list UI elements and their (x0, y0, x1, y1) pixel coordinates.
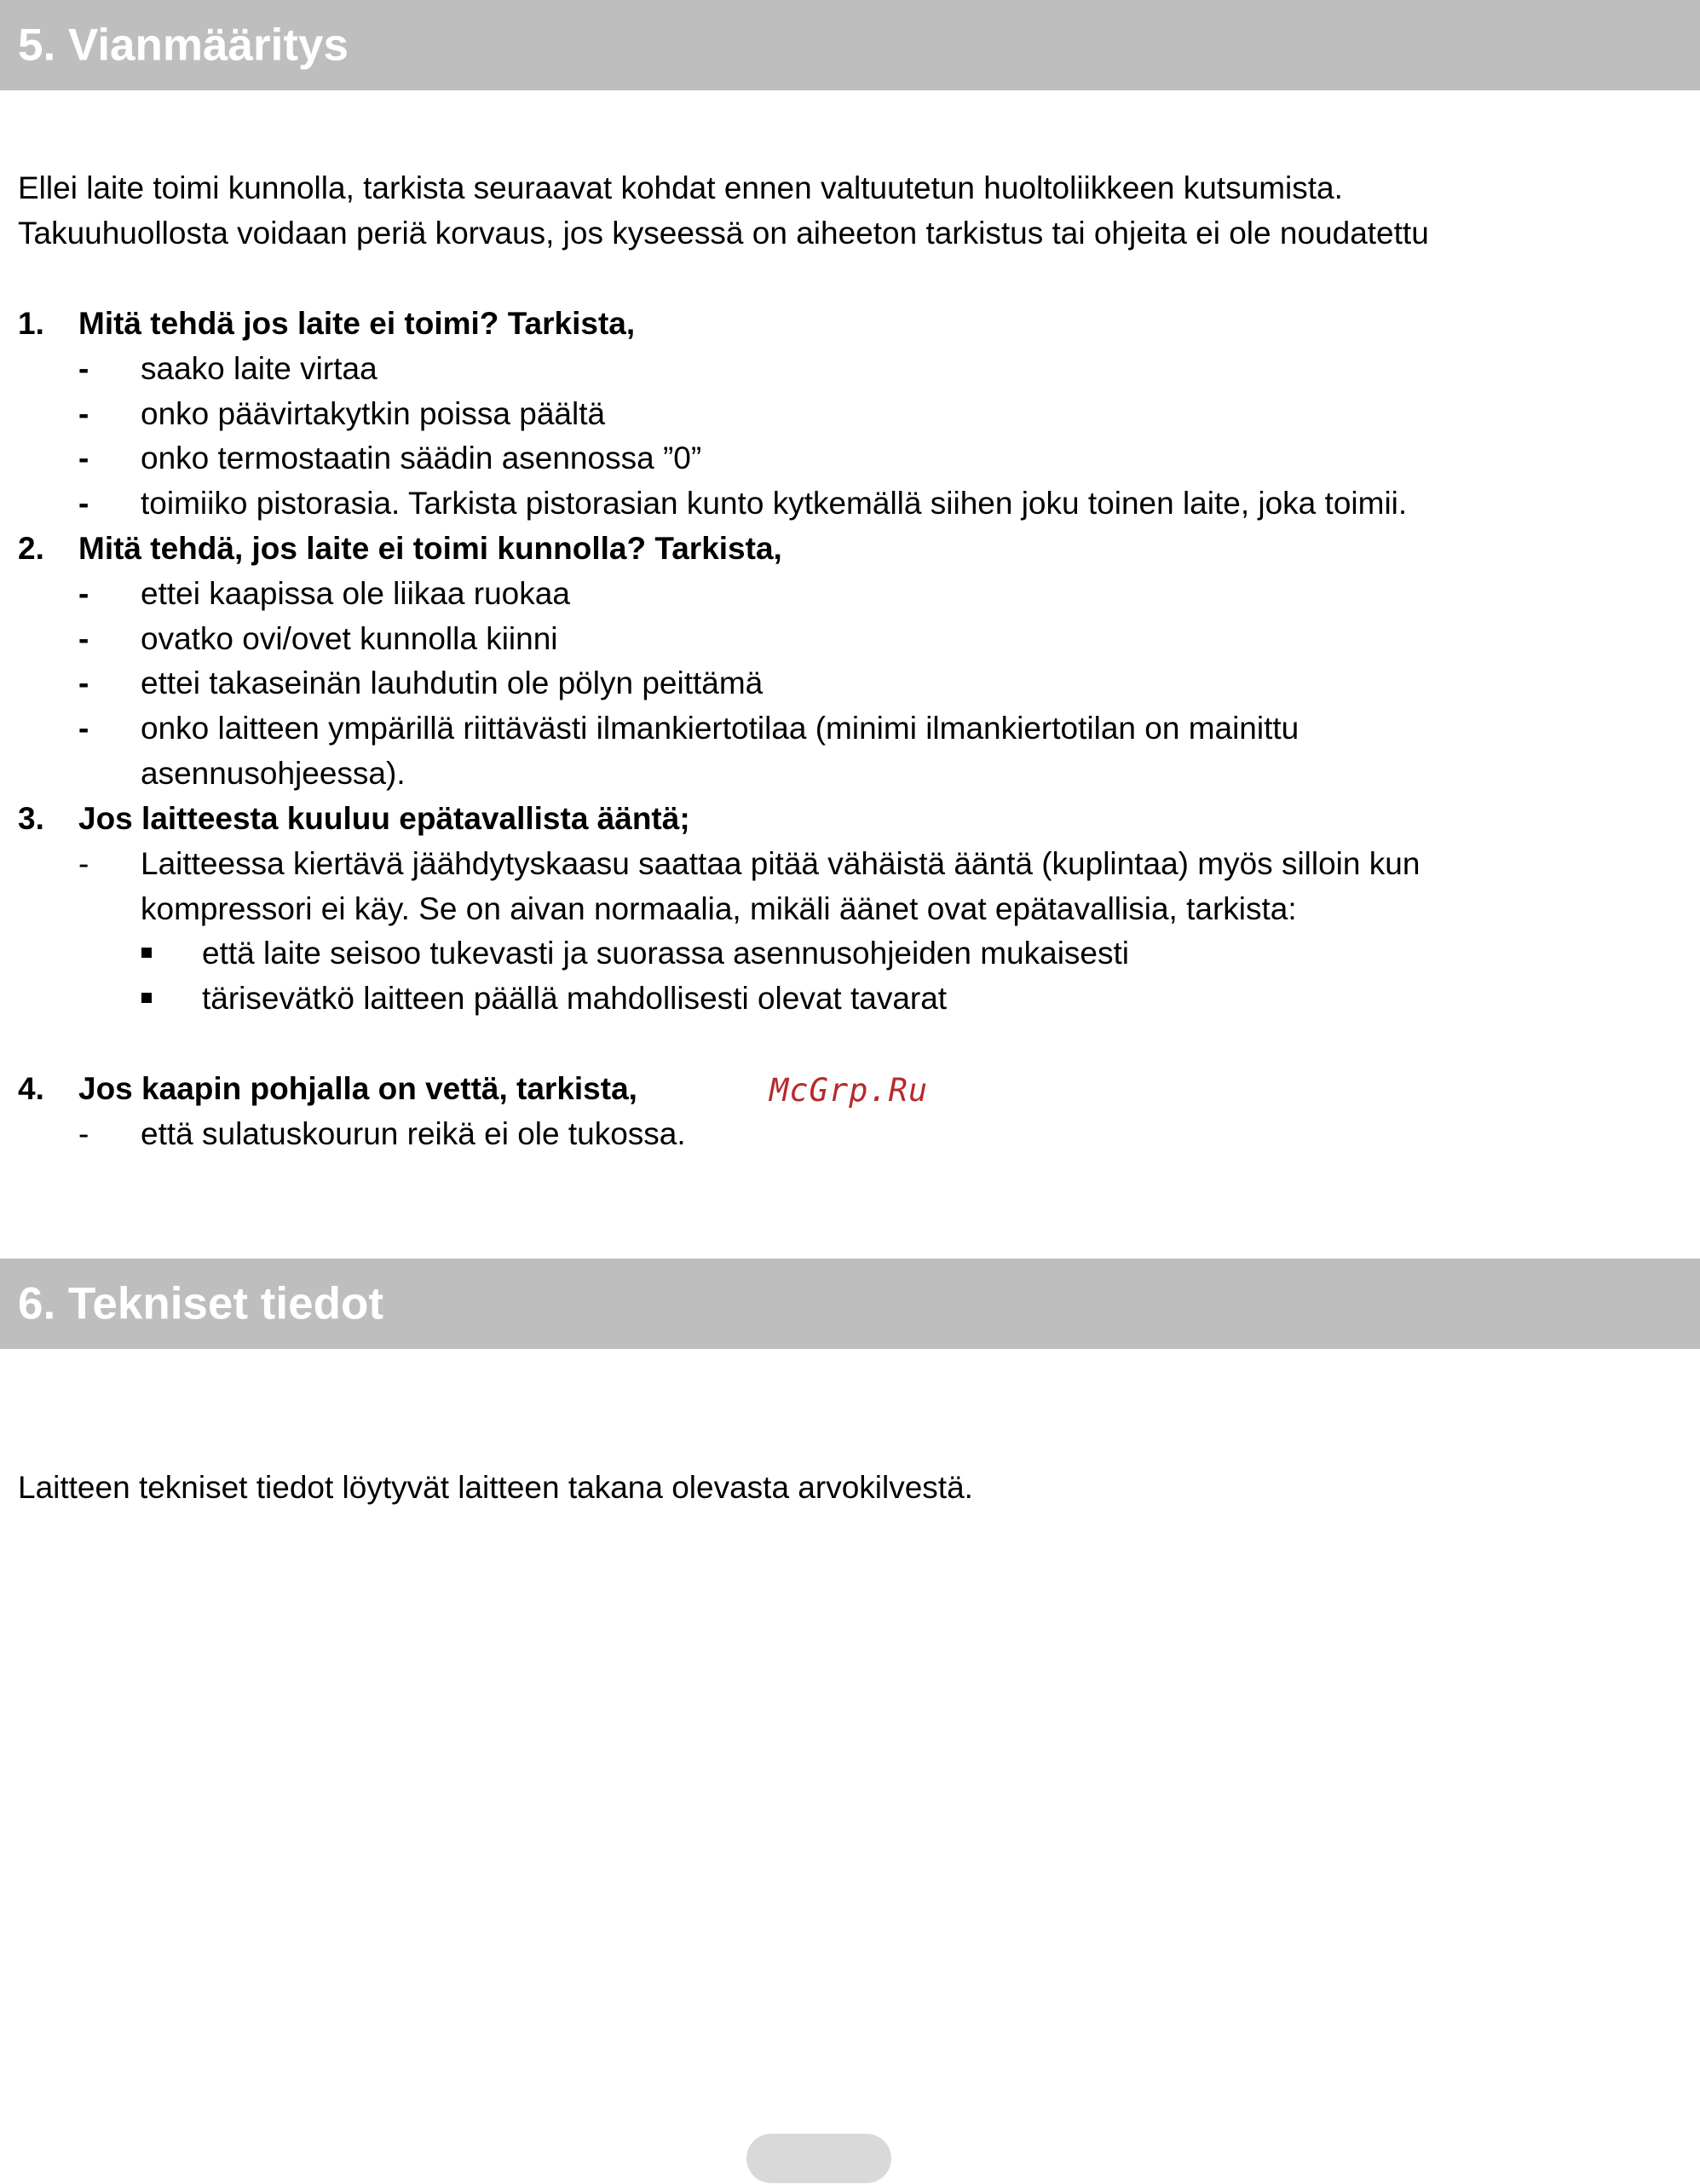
list-item-heading-text: Mitä tehdä jos laite ei toimi? Tarkista, (78, 306, 636, 341)
bullet-text: Laitteessa kiertävä jäähdytyskaasu saattaa pitää vähäistä ääntä (kuplintaa) myös silloin kun (141, 846, 1421, 881)
bullet-text: ovatko ovi/ovet kunnolla kiinni (141, 621, 558, 656)
list-item-number: 4. (18, 1071, 44, 1106)
subbullet-text: tärisevätkö laitteen päällä mahdollisesti olevat tavarat (202, 981, 948, 1016)
dash-marker: - (78, 576, 89, 611)
bullet-continuation: kompressori ei käy. Se on aivan normaalia, mikäli äänet ovat epätavallisia, tarkista: (141, 891, 1297, 926)
square-bullet-icon (141, 993, 152, 1003)
list-item-number: 2. (18, 531, 44, 566)
section-header-troubleshooting (0, 0, 1700, 90)
bullet-text: ettei takaseinän lauhdutin ole pölyn peittämä (141, 666, 764, 700)
bullet-text: saako laite virtaa (141, 351, 377, 386)
dash-marker: - (78, 351, 89, 386)
bullet-text: toimiiko pistorasia. Tarkista pistorasian kunto kytkemällä siihen joku toinen laite, joka toimii. (141, 486, 1408, 521)
section-header-technical (0, 1259, 1700, 1349)
section-title: 5. Vianmääritys (18, 20, 349, 71)
list-item-heading-text: Jos laitteesta kuuluu epätavallista ääntä; (78, 801, 690, 836)
bullet-text: että sulatuskourun reikä ei ole tukossa. (141, 1116, 686, 1151)
square-bullet-icon (141, 948, 152, 958)
dash-marker: - (78, 621, 89, 656)
subbullet-text: että laite seisoo tukevasti ja suorassa asennusohjeiden mukaisesti (202, 936, 1130, 971)
dash-marker: - (78, 396, 89, 431)
list-item-heading-text: Jos kaapin pohjalla on vettä, tarkista, (78, 1071, 637, 1106)
dash-marker: - (78, 486, 89, 521)
bullet-text: onko termostaatin säädin asennossa ”0” (141, 441, 702, 475)
watermark: McGrp.Ru (769, 1072, 929, 1109)
intro-line: Ellei laite toimi kunnolla, tarkista seuraavat kohdat ennen valtuutetun huoltoliikkeen kutsumista. (18, 170, 1343, 205)
list-item-heading-text: Mitä tehdä, jos laite ei toimi kunnolla? Tarkista, (78, 531, 782, 566)
dash-marker: - (78, 1116, 89, 1151)
list-item-number: 1. (18, 306, 44, 341)
bullet-text: ettei kaapissa ole liikaa ruokaa (141, 576, 570, 611)
technical-text: Laitteen tekniset tiedot löytyvät laitteen takana olevasta arvokilvestä. (18, 1470, 973, 1505)
dash-marker: - (78, 666, 89, 700)
bullet-continuation: asennusohjeessa). (141, 756, 406, 791)
intro-line: Takuuhuollosta voidaan periä korvaus, jos kyseessä on aiheeton tarkistus tai ohjeita ei ole noudatettu (18, 216, 1429, 251)
list-item-number: 3. (18, 801, 44, 836)
dash-marker: - (78, 441, 89, 475)
dash-marker: - (78, 711, 89, 746)
bullet-text: onko laitteen ympärillä riittävästi ilmankiertotilaa (minimi ilmankiertotilan on mainittu (141, 711, 1299, 746)
section-title: 6. Tekniset tiedot (18, 1278, 383, 1329)
bullet-text: onko päävirtakytkin poissa päältä (141, 396, 606, 431)
dash-marker: - (78, 846, 89, 881)
page-number-tab (746, 2134, 891, 2183)
